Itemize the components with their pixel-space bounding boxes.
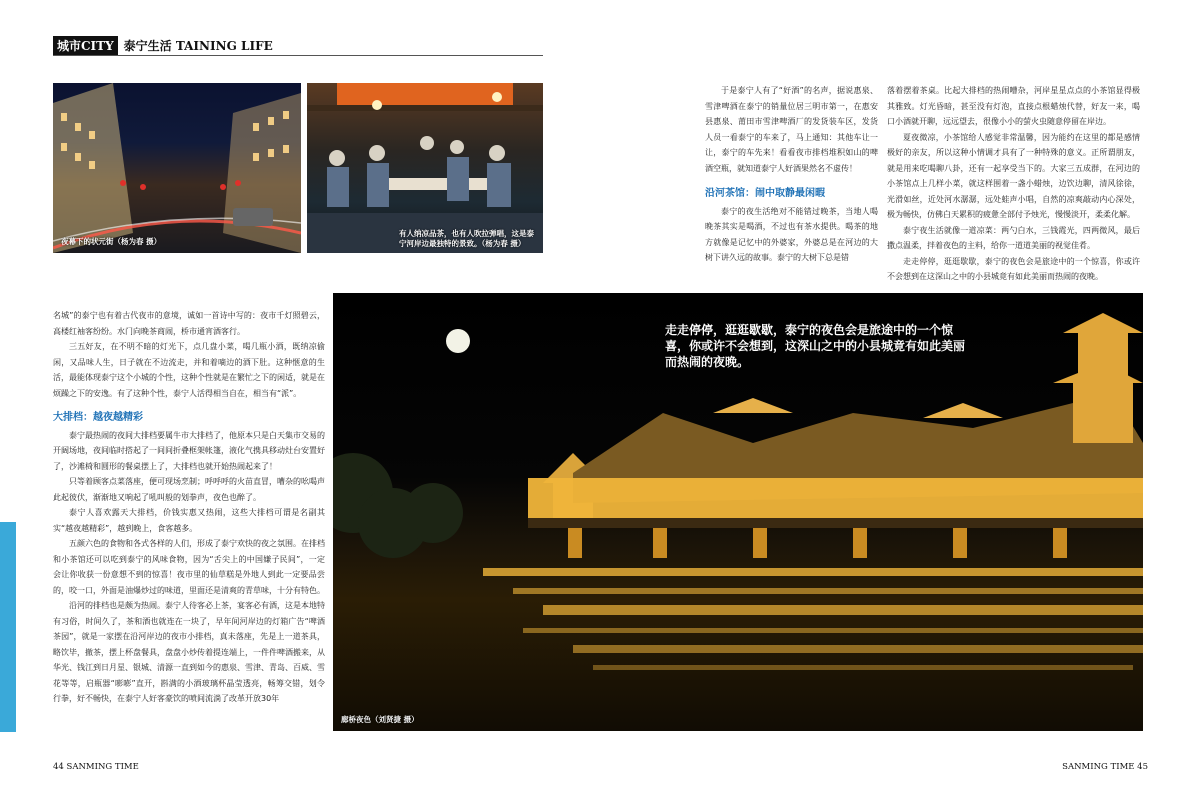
paragraph: 落着摆着茶桌。比起大排档的热闹嘈杂，河岸星星点点的小茶馆显得极其雅致。灯光昏暗，甚至没有灯泡，直接点根蜡烛代替，好友一来，喝口小酒就开聊，远远望去，很像小小的萤火虫随意停留在岸边。: [887, 86, 1140, 126]
column-c: [53, 308, 325, 707]
column-a: [705, 83, 878, 266]
paragraph: 走走停停，逛逛歇歇，泰宁的夜色会是旅途中的一个惊喜，你或许不会想到在这深山之中的小县城竟有如此美丽而热闹的夜晚。: [887, 256, 1140, 281]
section-title: 泰宁生活 TAINING LIFE: [123, 38, 273, 53]
paragraph: 五颜六色的食物和各式各样的人们，形成了泰宁欢快的夜之氛围。在排档和小茶馆还可以吃到泰宁的风味食物，因为“舌尖上的中国嫌子民间”，一定会让你收获一份意想不到的惊喜！夜市里的仙草糕是外地人到此一定要品尝的，咬一口，外面是油爆炒过的味道，里面还是清爽的青草味，十分有特色。: [53, 539, 325, 595]
riverside-scene: [307, 83, 543, 253]
riverside-caption: 有人纳凉品茶，也有人吹拉弹唱，这是泰宁河岸边最独特的景致。（杨为春 摄）: [399, 229, 534, 248]
bridge-photo: [333, 293, 1143, 731]
paragraph: 夏夜微凉，小茶馆给人感觉非常温馨，因为能约在这里的都是感情极好的亲友，所以这种小情调才具有了一种特殊的意义。正所谓朋友，就是用来吃喝聊八卦，还有一起享受当下的。大家三五成群，在河边的小茶馆点上几样小菜，就这样围着一盏小蜡烛，边饮边聊，清风徐徐，光滑如丝，近处河水潺潺，远处蛙声小唱，自然的凉爽敲动内心深处，极为畅快，仿佛白天累积的疲惫全部付予烛光，慢慢淡开，柔柔化解。: [887, 132, 1140, 219]
section-heading: 沿河茶馆：闹中取静最闲暇: [705, 188, 825, 199]
street-scene: [53, 83, 301, 253]
paragraph: 泰宁最热闹的夜间大排档要属牛市大排档了，他原本只是白天集市交易的开阔场地，夜间临时搭起了一间间折叠框架帐篷，液化气携具移动灶台安置好了，沙滩椅和圆形的餐桌摆上了，大排档也就开始热闹起来了！: [53, 430, 325, 471]
paragraph: 于是泰宁人有了“好酒”的名声，据说惠泉、雪津啤酒在泰宁的销量位居三明市第一，在惠安县惠泉、莆田市雪津啤酒厂的发货装车区，发货人员一看泰宁的车来了，马上通知：其他车让一让，泰宁的车先来！看看夜市排档堆积如山的啤酒空瓶，就知道泰宁人好酒果然名不虚传！: [705, 86, 878, 173]
street-caption: 夜幕下的状元街（杨为春 摄）: [61, 237, 162, 246]
paragraph: 泰宁的夜生活绝对不能错过晚茶，当地人喝晚茶其实是喝酒，不过也有茶水提供。喝茶的地方就像是记忆中的外婆家，外婆总是在河边的大树下讲久远的故事。泰宁的大树下总是错: [705, 206, 878, 262]
paragraph: 泰宁夜生活就像一道凉菜：两勺白水，三钱霞光，四两微风，最后撒点温柔，拌着夜色的主料，给你一道道美丽的视觉佳肴。: [887, 225, 1140, 250]
section-badge: 城市CITY: [53, 36, 118, 55]
pull-quote: 走走停停，逛逛歇歇，泰宁的夜色会是旅途中的一个惊喜，你或许不会想到，这深山之中的小县城竟有如此美丽而热闹的夜晚。: [665, 323, 966, 369]
accent-bar: [0, 522, 16, 732]
street-photo: [53, 83, 301, 253]
section-heading: 大排档：越夜越精彩: [53, 412, 143, 423]
paragraph: 沿河的排档也是颇为热闹。泰宁人待客必上茶，宴客必有酒，这是本地特有习俗，时间久了，茶和酒也就连在一块了，早年间河岸边的灯箱广告“啤酒茶园”，就是一家摆在沿河岸边的夜市小排档，真未落座，先是上一道茶具，略饮毕，撤茶，摆上杯盘餐具，盘盘小炒传着提连端上，一件件啤酒搬来，从华光、钱江到日月星、银城、清源一直到如今的惠泉、雪津、青岛、百威、雪花等等，启瓶器“嘭嘭”直开，斟满的小酒玻璃杯晶莹透亮，畅筹交错，划令行拳，好不畅快，在泰宁人好客豪饮的喷间流淌了改革开放30年: [53, 601, 325, 703]
paragraph: 泰宁人喜欢露天大排档，价钱实惠又热闹，这些大排档可谓是名副其实“越夜越精彩”，越到晚上，食客越多。: [53, 508, 325, 533]
folio-right: SANMING TIME 45: [1062, 762, 1148, 772]
paragraph: 三五好友，在不明不暗的灯光下，点几盘小菜，喝几瓶小酒，既纳凉偷闲，又品味人生，日子就在不边流走，并和着嘀边的酒下肚。这种惬意的生活，最能体现泰宁这个小城的个性，这种个性就是在繁忙之下的闲适，就是在烦躁之下的安逸。有了这种个性，泰宁人活得相当自在，相当有“派”。: [53, 342, 325, 398]
paragraph: 只等着顾客点菜落座，便可现场烹制；呼呼呼的火苗直冒，嘈杂的吆喝声此起彼伏，渐渐地又响起了吼叫般的划拳声，夜色也醉了。: [53, 477, 325, 502]
paragraph: 名城”的泰宁也有着古代夜市的意境，诚如一首诗中写的：夜市千灯照碧云，高楼红袖客纷纷。水门向晚茶商闹，桥市通宵酒客行。: [53, 311, 325, 336]
page-header: [53, 36, 273, 54]
folio-left: 44 SANMING TIME: [53, 762, 139, 772]
header-rule: [53, 55, 543, 56]
column-b: [887, 83, 1140, 285]
riverside-photo: [307, 83, 543, 253]
bridge-caption: 廊桥夜色（刘贤捷 摄）: [341, 715, 419, 724]
